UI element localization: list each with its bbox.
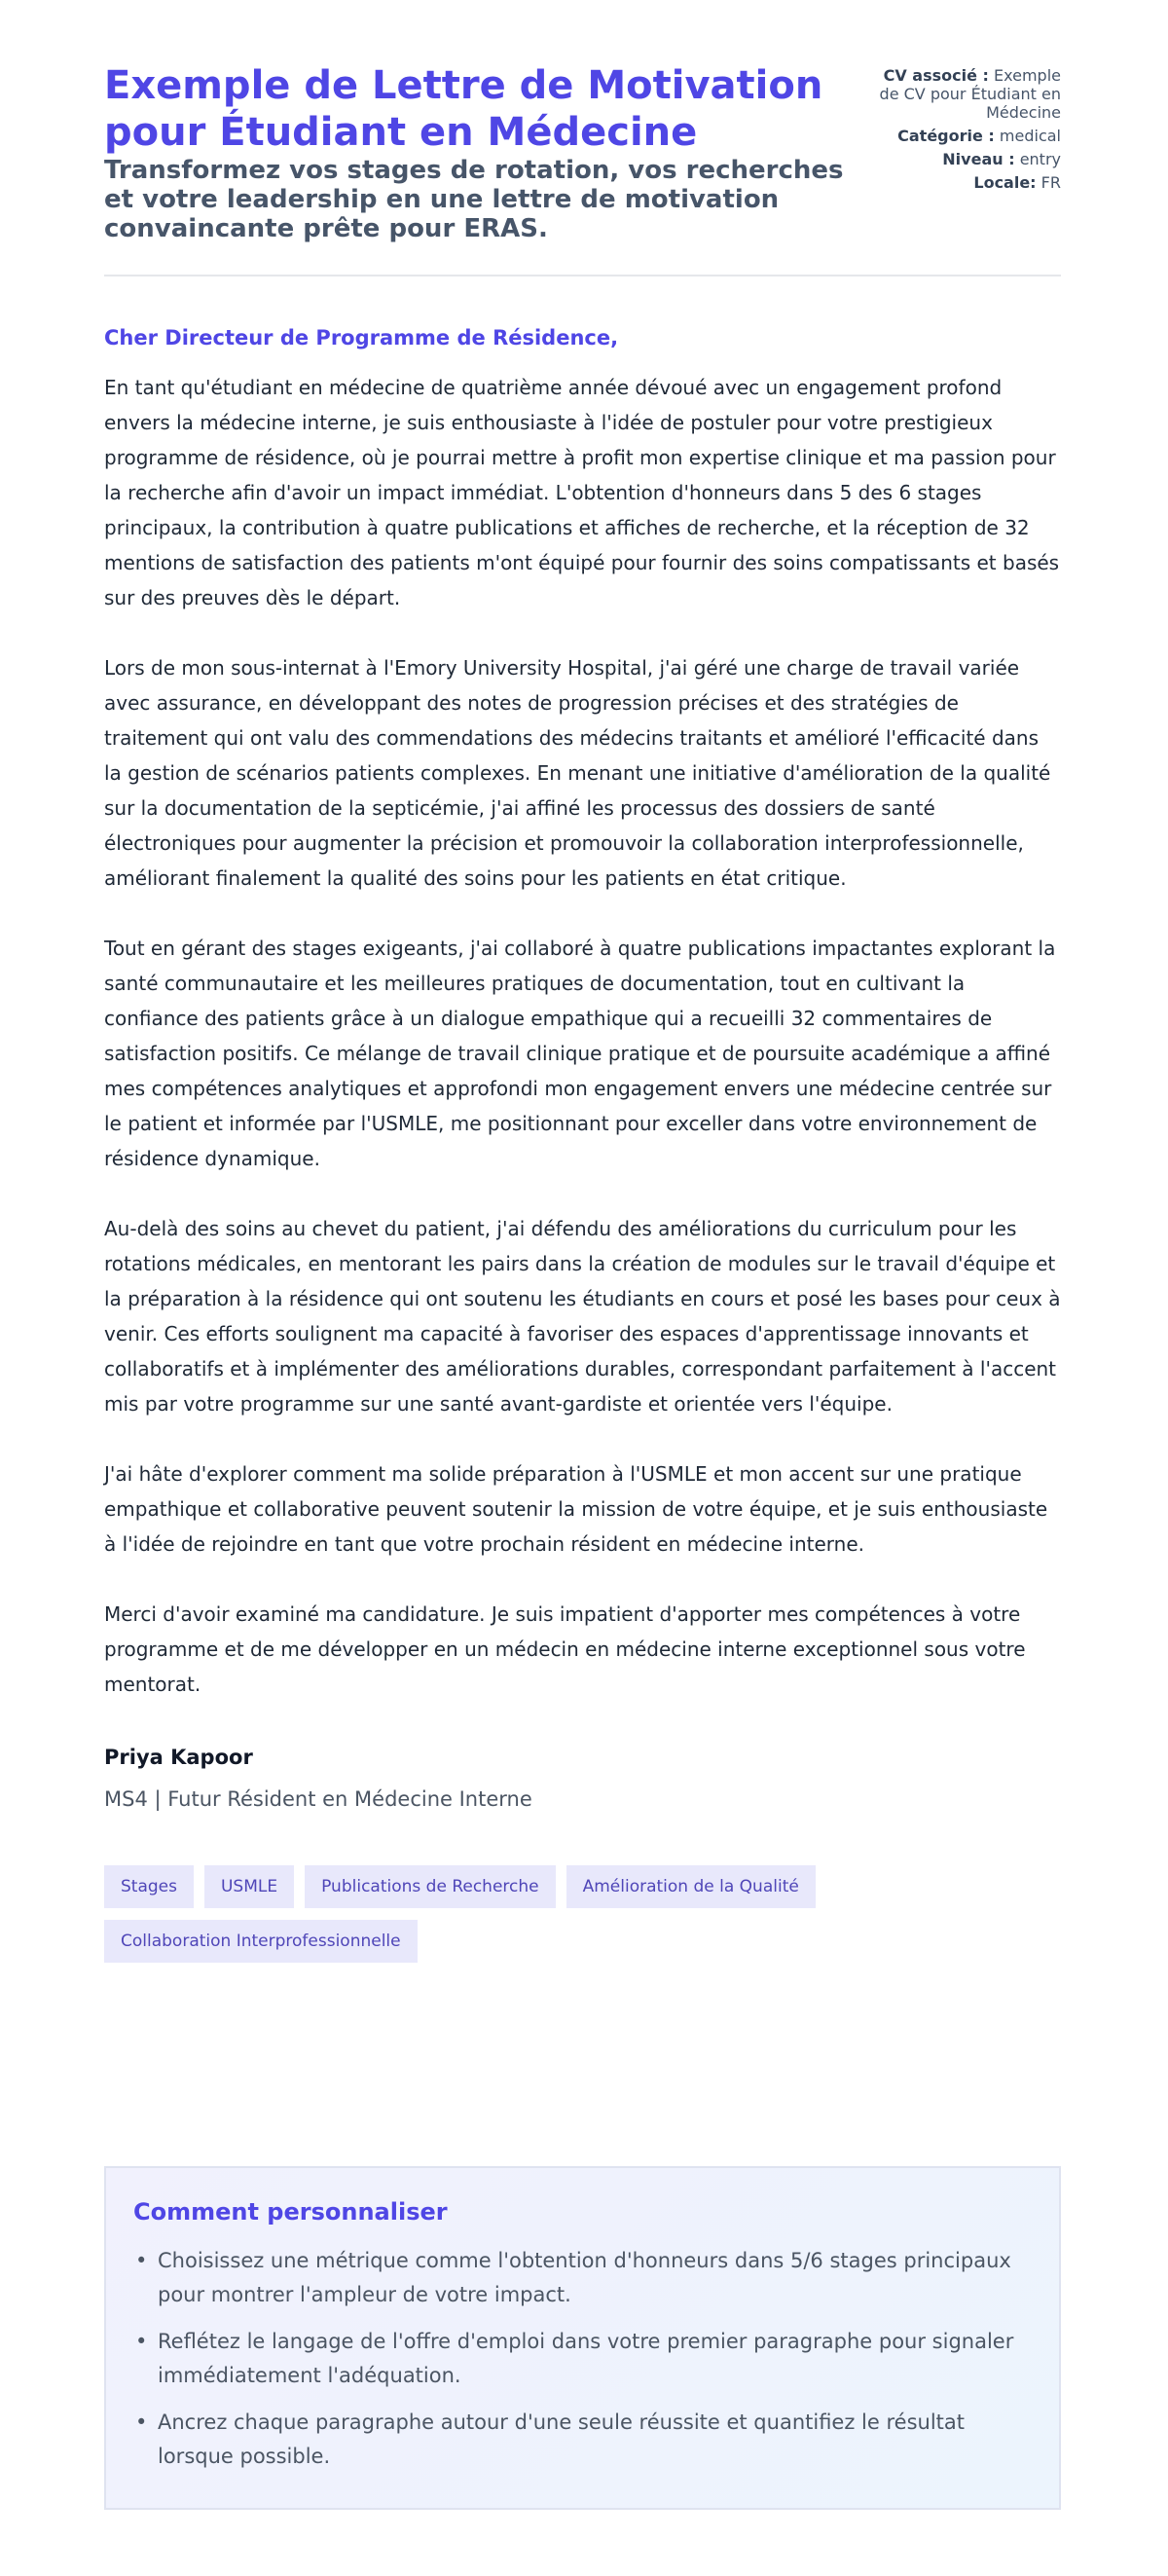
tag-list	[104, 1865, 1061, 1963]
letter-body	[104, 325, 1061, 1812]
tag-usmle: USMLE	[204, 1865, 294, 1908]
meta-locale	[866, 173, 1061, 192]
meta-info	[866, 66, 1061, 197]
signature-title: MS4 | Futur Résident en Médecine Interne	[104, 1787, 532, 1811]
tip-item	[133, 2325, 1032, 2393]
meta-label: Catégorie :	[897, 127, 995, 145]
page-header	[104, 0, 1061, 276]
meta-label: CV associé :	[883, 66, 989, 85]
meta-value: FR	[1040, 173, 1061, 192]
cover-letter-page	[104, 0, 1061, 2468]
tip-text: Ancrez chaque paragraphe autour d'une seule réussite et quantifiez le résultat lorsque possible.	[158, 2410, 965, 2468]
letter-paragraph: Lors de mon sous-internat à l'Emory University Hospital, j'ai géré une charge de travail variée avec assurance, en développant des notes de progression précises et des stratégies de traitement qui ont valu des commendations des médecins traitants et amélioré l'efficacité dans la gestion de scénarios patients complexes. En menant une initiative d'amélioration de la qualité sur la documentation de la septicémie, j'ai affiné les processus des dossiers de santé électroniques pour augmenter la précision et promouvoir la collaboration interprofessionnelle, améliorant finalement la qualité des soins pour les patients en état critique.	[104, 656, 1051, 890]
letter-paragraph: Tout en gérant des stages exigeants, j'ai collaboré à quatre publications impactantes explorant la santé communautaire et les meilleures pratiques de documentation, tout en cultivant la confiance des patients grâce à un dialogue empathique qui a recueilli 32 commentaires de satisfaction positifs. Ce mélange de travail clinique pratique et de poursuite académique a affiné mes compétences analytiques et approfondi mon engagement envers une médecine centrée sur le patient et informée par l'USMLE, me positionnant pour exceller dans votre environnement de résidence dynamique.	[104, 937, 1056, 1170]
letter-paragraphs	[104, 370, 1061, 1702]
tag-interprofessional-collaboration: Collaboration Interprofessionnelle	[104, 1920, 418, 1963]
page-subtitle: Transformez vos stages de rotation, vos recherches et votre leadership en une lettre de motivation convaincante prête pour ERAS.	[104, 156, 844, 243]
tag-stages: Stages	[104, 1865, 194, 1908]
tips-list	[133, 2244, 1032, 2474]
customization-tips	[104, 2166, 1061, 2510]
bullet-icon: •	[135, 2410, 148, 2434]
meta-value: entry	[1019, 150, 1061, 168]
signature-name: Priya Kapoor	[104, 1746, 253, 1769]
meta-label: Niveau :	[942, 150, 1015, 168]
letter-paragraph: Au-delà des soins au chevet du patient, j'ai défendu des améliorations du curriculum pour les rotations médicales, en mentorant les pairs dans la création de modules sur le travail d'équipe et la préparation à la résidence qui ont soutenu les étudiants en cours et posé les bases pour ceux à venir. Ces efforts soulignent ma capacité à favoriser des espaces d'apprentissage innovants et collaboratifs et à implémenter des améliorations durables, correspondant parfaitement à l'accent mis par votre programme sur une santé avant-gardiste et orientée vers l'équipe.	[104, 1217, 1061, 1416]
meta-value: medical	[999, 127, 1061, 145]
bullet-icon: •	[135, 2249, 148, 2272]
bullet-icon: •	[135, 2330, 148, 2353]
meta-value: Exemple de CV pour Étudiant en Médecine	[879, 66, 1061, 122]
meta-label: Locale:	[973, 173, 1037, 192]
tag-quality-improvement: Amélioration de la Qualité	[566, 1865, 816, 1908]
meta-level	[866, 150, 1061, 168]
tip-text: Reflétez le langage de l'offre d'emploi dans votre premier paragraphe pour signaler immédiatement l'adéquation.	[158, 2330, 1014, 2387]
tag-research-publications: Publications de Recherche	[305, 1865, 556, 1908]
tip-item	[133, 2244, 1032, 2312]
meta-related-cv	[866, 66, 1061, 122]
tips-title: Comment personnaliser	[133, 2198, 448, 2226]
signature	[104, 1745, 1061, 1812]
page-title: Exemple de Lettre de Motivation pour Étudiant en Médecine	[104, 63, 823, 155]
letter-paragraph: Merci d'avoir examiné ma candidature. Je suis impatient d'apporter mes compétences à votre programme et de me développer en un médecin en médecine interne exceptionnel sous votre mentorat.	[104, 1602, 1026, 1696]
letter-greeting: Cher Directeur de Programme de Résidence,	[104, 326, 619, 350]
letter-paragraph: J'ai hâte d'explorer comment ma solide préparation à l'USMLE et mon accent sur une pratique empathique et collaborative peuvent soutenir la mission de votre équipe, et je suis enthousiaste à l'idée de rejoindre en tant que votre prochain résident en médecine interne.	[104, 1462, 1048, 1556]
tip-item	[133, 2406, 1032, 2474]
meta-category	[866, 127, 1061, 145]
tip-text: Choisissez une métrique comme l'obtention d'honneurs dans 5/6 stages principaux pour montrer l'ampleur de votre impact.	[158, 2249, 1011, 2306]
title-block	[104, 62, 844, 243]
letter-paragraph: En tant qu'étudiant en médecine de quatrième année dévoué avec un engagement profond envers la médecine interne, je suis enthousiaste à l'idée de postuler pour votre prestigieux programme de résidence, où je pourrai mettre à profit mon expertise clinique et ma passion pour la recherche afin d'avoir un impact immédiat. L'obtention d'honneurs dans 5 des 6 stages principaux, la contribution à quatre publications et affiches de recherche, et la réception de 32 mentions de satisfaction des patients m'ont équipé pour fournir des soins compatissants et basés sur des preuves dès le départ.	[104, 376, 1060, 609]
